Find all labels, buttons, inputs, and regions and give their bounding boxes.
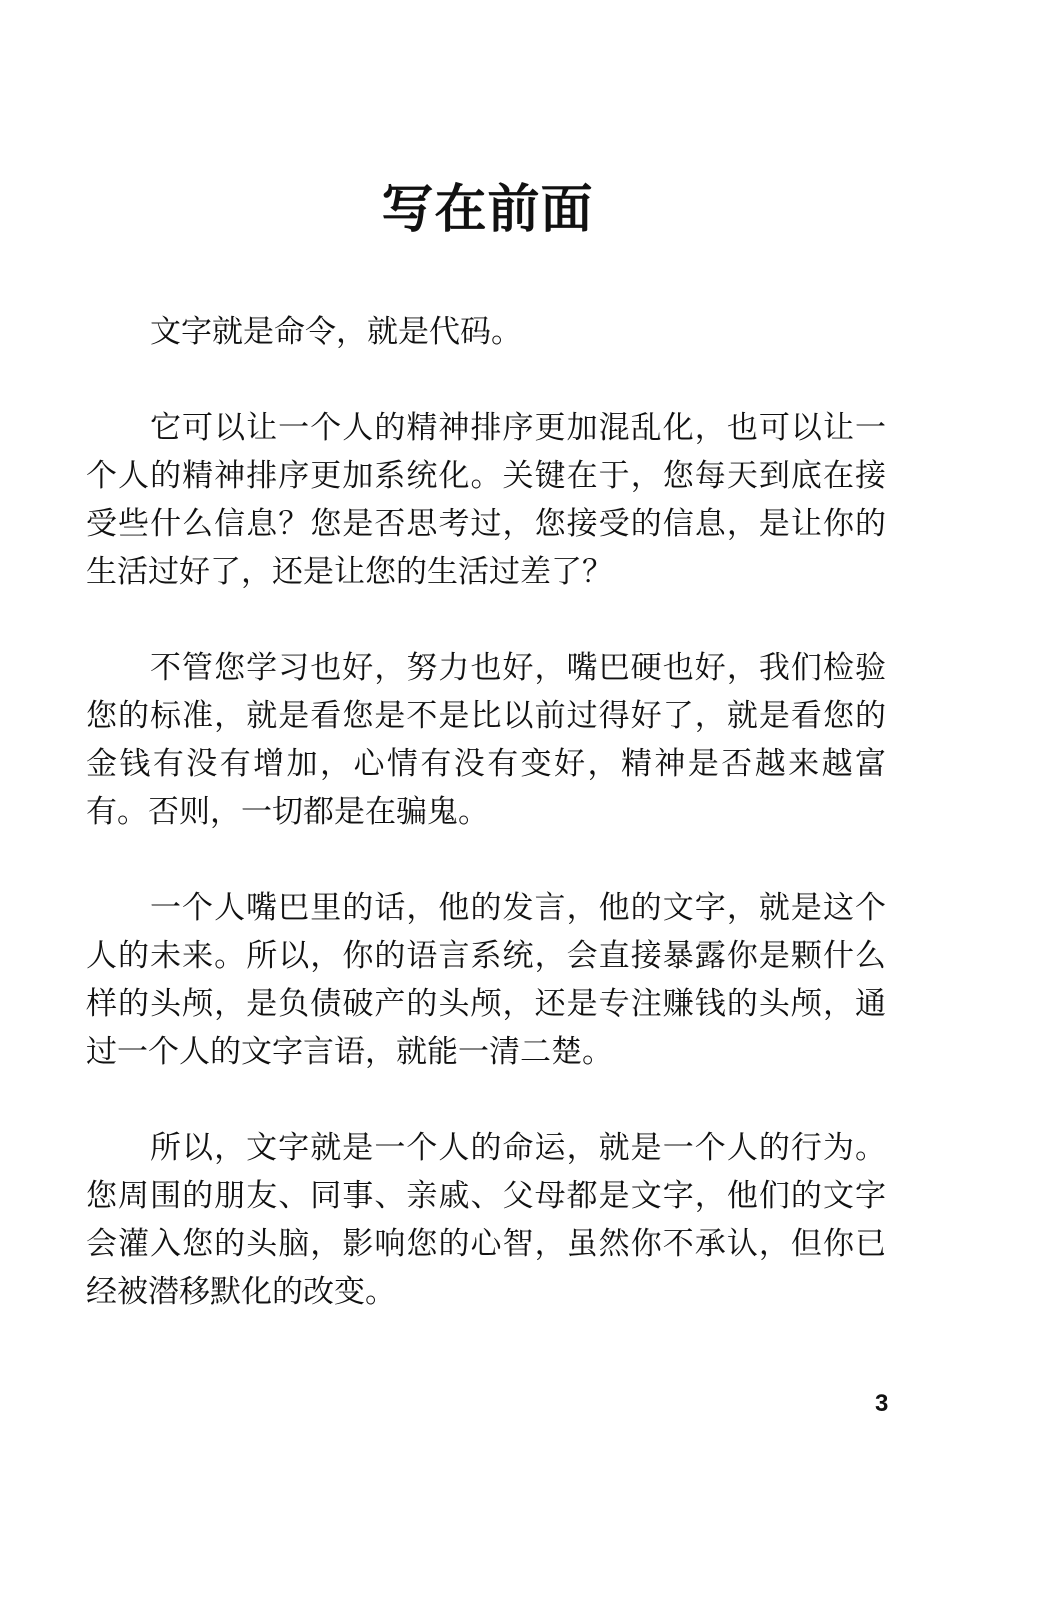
paragraph: 文字就是命令，就是代码。	[150, 314, 522, 350]
paragraph: 所以，文字就是一个人的命运，就是一个人的行为。您周围的朋友、同事、亲戚、父母都是文字，他们的文字会灌入您的头脑，影响您的心智，虽然你不承认，但你已经被潜移默化的改变。	[86, 1130, 886, 1310]
page-number: 3	[875, 1390, 889, 1417]
page-title: 写在前面	[381, 179, 594, 240]
paragraph: 一个人嘴巴里的话，他的发言，他的文字，就是这个人的未来。所以，你的语言系统，会直接暴露你是颗什么样的头颅，是负债破产的头颅，还是专注赚钱的头颅，通过一个人的文字言语，就能一清二楚。	[86, 890, 886, 1070]
body-text	[86, 308, 886, 1364]
paragraph: 不管您学习也好，努力也好，嘴巴硬也好，我们检验您的标准，就是看您是不是比以前过得好了，就是看您的金钱有没有增加，心情有没有变好，精神是否越来越富有。否则，一切都是在骗鬼。	[86, 650, 886, 830]
paragraph: 它可以让一个人的精神排序更加混乱化，也可以让一个人的精神排序更加系统化。关键在于，您每天到底在接受些什么信息？您是否思考过，您接受的信息，是让你的生活过好了，还是让您的生活过差了？	[86, 410, 886, 590]
